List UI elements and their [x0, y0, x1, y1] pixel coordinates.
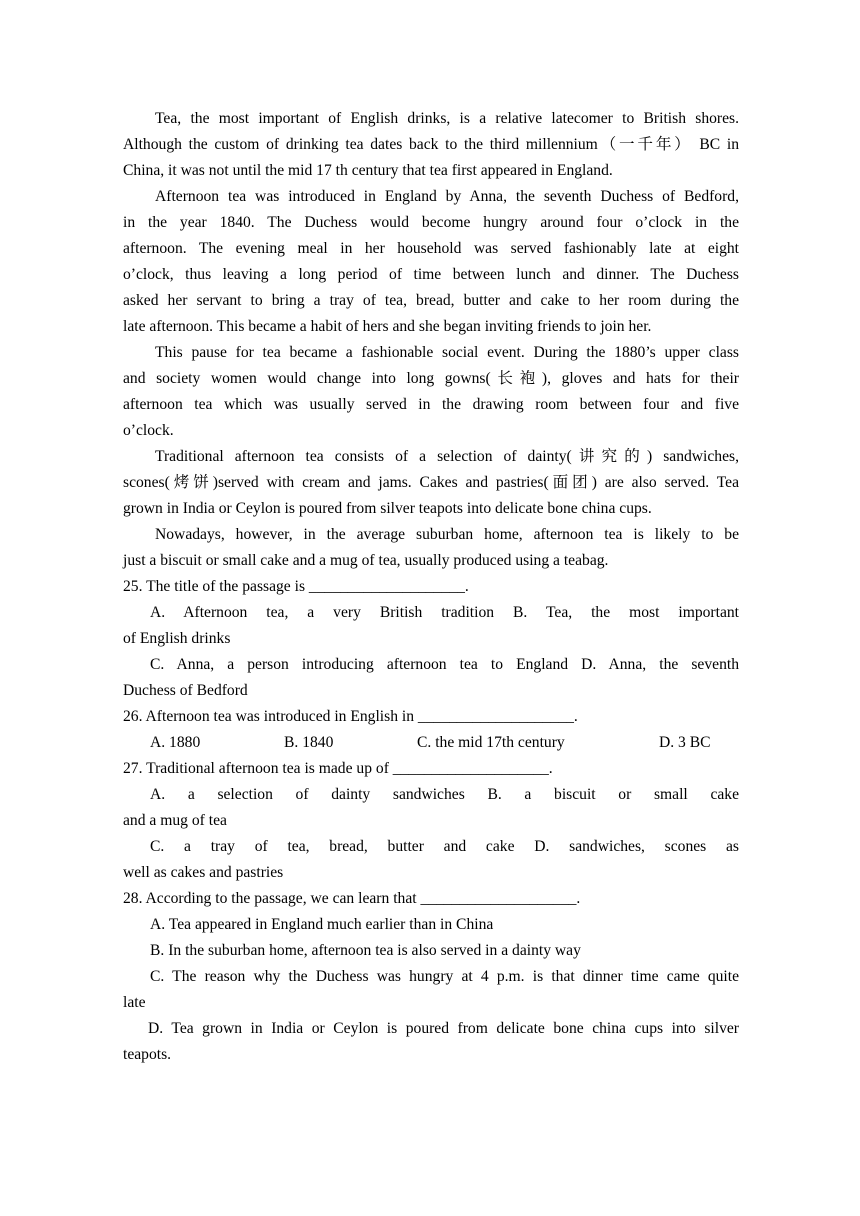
- option-b: B. 1840: [284, 734, 334, 751]
- paragraph-5: [123, 522, 739, 574]
- paragraph-2: [123, 184, 739, 340]
- option-c: C. The reason why the Duchess was hungry at 4 p.m. is that dinner time came quite: [150, 968, 739, 985]
- option-line: A. a selection of dainty sandwiches B. a biscuit or small cake: [150, 786, 739, 803]
- option-line: and a mug of tea: [123, 812, 227, 829]
- text-line: and society women would change into long gowns(长袍), gloves and hats for their: [123, 370, 739, 387]
- question-25: [123, 574, 739, 704]
- option-line: A. Afternoon tea, a very British tradition B. Tea, the most important: [150, 604, 739, 621]
- text-line: This pause for tea became a fashionable social event. During the 1880’s upper class: [155, 344, 739, 361]
- text-line: Nowadays, however, in the average suburban home, afternoon tea is likely to be: [155, 526, 739, 543]
- question-26: [123, 704, 739, 756]
- option-a: A. 1880: [150, 734, 201, 751]
- option-line: Duchess of Bedford: [123, 682, 248, 699]
- text-line: o’clock.: [123, 422, 174, 439]
- text-line: afternoon. The evening meal in her household was served fashionably late at eight: [123, 240, 739, 257]
- question-28: [123, 886, 739, 1068]
- paragraph-4: [123, 444, 739, 522]
- option-d: D. Tea grown in India or Ceylon is poured from delicate bone china cups into silver: [148, 1020, 739, 1037]
- question-stem: 28. According to the passage, we can learn that ____________________.: [123, 890, 581, 907]
- text-line: Afternoon tea was introduced in England by Anna, the seventh Duchess of Bedford,: [155, 188, 739, 205]
- text-line: o’clock, thus leaving a long period of time between lunch and dinner. The Duchess: [123, 266, 739, 283]
- text-line: Traditional afternoon tea consists of a selection of dainty(讲究的) sandwiches,: [155, 448, 739, 465]
- paragraph-3: [123, 340, 739, 444]
- option-d-continued: teapots.: [123, 1046, 172, 1063]
- question-stem: 25. The title of the passage is ____________________.: [123, 578, 469, 595]
- text-line: grown in India or Ceylon is poured from silver teapots into delicate bone china cups.: [123, 500, 652, 517]
- option-line: well as cakes and pastries: [123, 864, 284, 881]
- option-line: C. Anna, a person introducing afternoon tea to England D. Anna, the seventh: [150, 656, 739, 673]
- option-c-continued: late: [123, 994, 146, 1011]
- text-line: scones(烤饼)served with cream and jams. Cakes and pastries(面团) are also served. Tea: [123, 474, 739, 491]
- option-line: C. a tray of tea, bread, butter and cake D. sandwiches, scones as: [150, 838, 739, 855]
- text-line: in the year 1840. The Duchess would become hungry around four o’clock in the: [123, 214, 739, 231]
- text-line: afternoon tea which was usually served in the drawing room between four and five: [123, 396, 739, 413]
- document-page: [123, 106, 739, 1068]
- question-stem: 27. Traditional afternoon tea is made up of ____________________.: [123, 760, 553, 777]
- text-line: Tea, the most important of English drinks, is a relative latecomer to British shores.: [155, 110, 739, 127]
- paragraph-1: [123, 106, 739, 184]
- options-row: [123, 730, 739, 756]
- text-line: Although the custom of drinking tea dates back to the third millennium（一千年） BC in: [123, 136, 739, 153]
- question-stem: 26. Afternoon tea was introduced in English in ____________________.: [123, 708, 578, 725]
- text-line: late afternoon. This became a habit of hers and she began inviting friends to join her.: [123, 318, 652, 335]
- question-27: [123, 756, 739, 886]
- text-line: China, it was not until the mid 17 th century that tea first appeared in England.: [123, 162, 613, 179]
- option-b: B. In the suburban home, afternoon tea is also served in a dainty way: [150, 942, 581, 959]
- text-line: just a biscuit or small cake and a mug of tea, usually produced using a teabag.: [123, 552, 609, 569]
- option-line: of English drinks: [123, 630, 231, 647]
- option-d: D. 3 BC: [659, 734, 711, 751]
- text-line: asked her servant to bring a tray of tea, bread, butter and cake to her room during the: [123, 292, 739, 309]
- option-c: C. the mid 17th century: [417, 734, 565, 751]
- option-a: A. Tea appeared in England much earlier than in China: [150, 916, 494, 933]
